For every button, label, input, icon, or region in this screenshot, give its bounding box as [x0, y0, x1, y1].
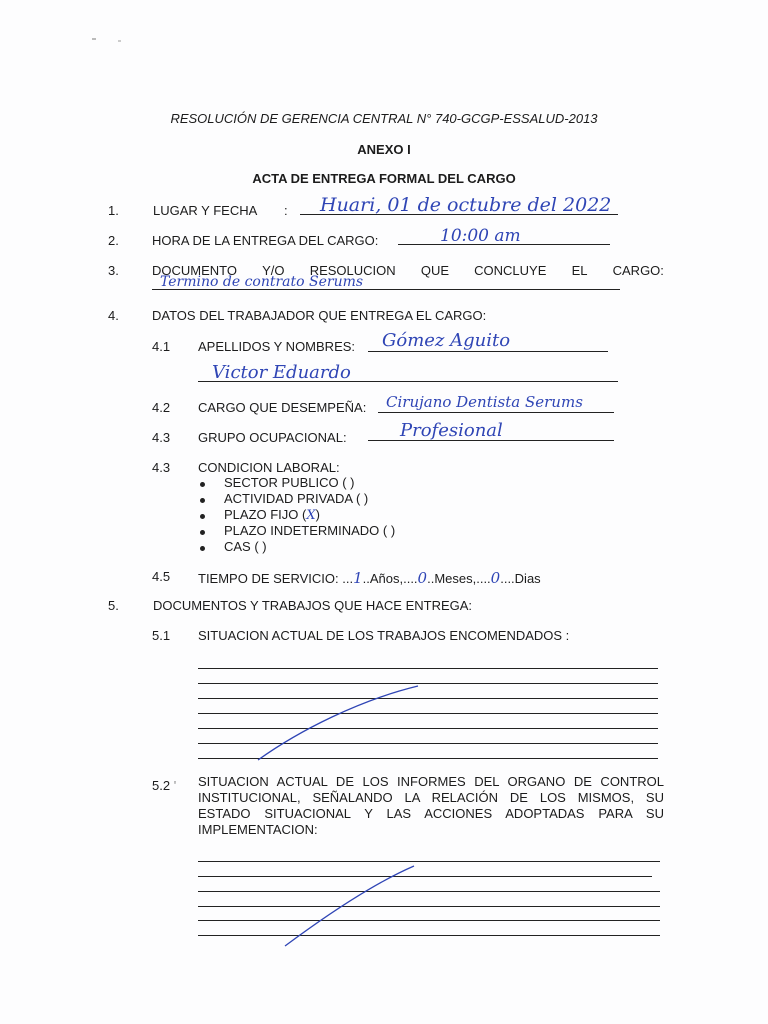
- option-indefinite-term: PLAZO INDETERMINADO ( ): [224, 523, 396, 538]
- surnames-value: Gómez Aguito: [382, 330, 511, 351]
- resolution-title: RESOLUCIÓN DE GERENCIA CENTRAL N° 740-GCGP-ESSALUD-2013: [170, 111, 598, 126]
- handover-time-value: 10:00 am: [440, 226, 521, 246]
- fixed-term-checkmark: X: [306, 508, 316, 523]
- subitem-number-5-1: 5.1: [152, 628, 171, 643]
- service-months-label: ..Meses,....: [427, 571, 491, 586]
- label-word: QUE: [420, 263, 449, 278]
- subitem-number-4-2: 4.2: [152, 400, 171, 415]
- annex-heading: ANEXO I: [357, 142, 411, 157]
- subitem-number-4-5: 4.5: [152, 569, 171, 584]
- service-days-label: ....Dias: [500, 571, 541, 586]
- oci-line: IMPLEMENTACION:: [198, 822, 318, 837]
- worker-data-label: DATOS DEL TRABAJADOR QUE ENTREGA EL CARGO:: [152, 308, 487, 323]
- item-number-4: 4.: [108, 308, 119, 323]
- strike-through-stroke: [285, 866, 414, 946]
- concluding-document-value: Termino de contrato Serums: [160, 274, 364, 290]
- label-word: DOCUMENTO: [152, 263, 237, 278]
- names-label: APELLIDOS Y NOMBRES:: [198, 339, 356, 354]
- label-word: RESOLUCION: [309, 263, 396, 278]
- item-number-5: 5.: [108, 598, 119, 613]
- strike-through-stroke: [258, 686, 418, 760]
- place-date-label: LUGAR Y FECHA: [153, 203, 258, 218]
- documents-label: DOCUMENTOS Y TRABAJOS QUE HACE ENTREGA:: [153, 598, 473, 613]
- item-number-2: 2.: [108, 233, 119, 248]
- option-fixed-term-close: ): [315, 507, 320, 522]
- position-value: Cirujano Dentista Serums: [386, 393, 583, 411]
- subitem-number-5-2-text: 5.2: [152, 778, 171, 793]
- service-time-label: TIEMPO DE SERVICIO: ...: [198, 571, 354, 586]
- label-word: CARGO:: [612, 263, 664, 278]
- option-fixed-term-label: PLAZO FIJO (: [224, 507, 307, 522]
- option-public-sector: SECTOR PUBLICO ( ): [224, 475, 355, 490]
- item-number-3: 3.: [108, 263, 119, 278]
- subitem-number-4-3b: 4.3: [152, 460, 171, 475]
- service-months-value: 0: [417, 569, 428, 587]
- occupational-group-label: GRUPO OCUPACIONAL:: [198, 430, 347, 445]
- service-years-label: ..Años,....: [362, 571, 418, 586]
- option-cas: CAS ( ): [224, 539, 267, 554]
- oci-line: SITUACION ACTUAL DE LOS INFORMES DEL ORGANO DE CONTROL: [198, 774, 664, 789]
- service-years-value: 1: [353, 569, 363, 587]
- occupational-group-value: Profesional: [400, 420, 503, 441]
- label-word: EL: [571, 263, 588, 278]
- service-days-value: 0: [490, 569, 501, 587]
- given-names-value: Victor Eduardo: [212, 362, 351, 383]
- item-number-1: 1.: [108, 203, 119, 218]
- subitem-number-4-3: 4.3: [152, 430, 171, 445]
- position-label: CARGO QUE DESEMPEÑA:: [198, 400, 367, 415]
- subitem-number-4-1: 4.1: [152, 339, 171, 354]
- place-date-value: Huari, 01 de octubre del 2022: [320, 194, 612, 216]
- current-works-label: SITUACION ACTUAL DE LOS TRABAJOS ENCOMENDADOS :: [198, 628, 570, 643]
- option-private-activity: ACTIVIDAD PRIVADA ( ): [224, 491, 369, 506]
- label-word: CONCLUYE: [474, 263, 547, 278]
- oci-line: INSTITUCIONAL, SEÑALANDO LA RELACIÓN DE LOS MISMOS, SU: [198, 790, 664, 805]
- handover-time-label: HORA DE LA ENTREGA DEL CARGO:: [152, 233, 379, 248]
- oci-line: ESTADO SITUACIONAL Y LAS ACCIONES ADOPTADAS PARA SU: [198, 806, 664, 821]
- work-condition-label: CONDICION LABORAL:: [198, 460, 340, 475]
- place-date-colon: :: [284, 203, 288, 218]
- tick-mark: ': [173, 778, 177, 793]
- act-title: ACTA DE ENTREGA FORMAL DEL CARGO: [252, 171, 516, 186]
- label-word: Y/O: [262, 263, 285, 278]
